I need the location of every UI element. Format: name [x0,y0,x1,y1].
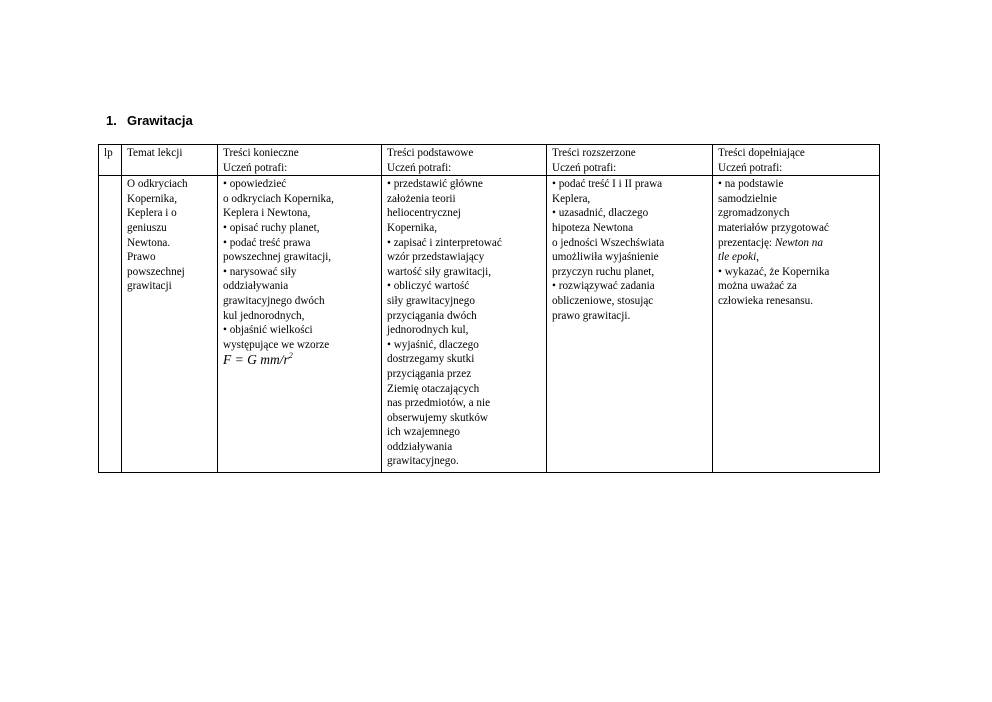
basic-line: wzór przedstawiający [387,251,485,264]
basic-line: przyciągania przez [387,367,472,380]
header-title: Treści podstawowe [387,147,474,159]
extended-line: hipoteza Newtona [552,221,634,234]
basic-line: • przedstawić główne [387,178,483,191]
presentation-prefix: prezentację: [718,236,775,249]
basic-line: wartość siły grawitacji, [387,265,492,278]
supplementary-line: człowieka renesansu. [718,294,814,307]
extended-line: przyczyn ruchu planet, [552,265,655,278]
necessary-line: • opisać ruchy planet, [223,221,320,234]
basic-line: Ziemię otaczających [387,382,480,395]
basic-line: oddziaływania [387,440,453,453]
necessary-line: • objaśnić wielkości [223,324,313,337]
header-extended [547,145,713,176]
topic-line: powszechnej [127,265,185,278]
curriculum-table [98,144,880,473]
basic-line: • zapisać i zinterpretować [387,236,502,249]
header-title: lp [104,147,113,159]
extended-line: Keplera, [552,192,591,205]
section-heading [106,113,193,129]
basic-line: dostrzegamy skutki [387,353,475,366]
topic-line: O odkryciach [127,178,188,191]
necessary-line: kul jednorodnych, [223,309,305,322]
topic-line: Prawo [127,251,156,264]
supplementary-line: • wykazać, że Kopernika [718,265,830,278]
presentation-line [718,236,874,251]
header-supplementary [713,145,880,176]
presentation-suffix: , [756,251,760,264]
supplementary-line: można uważać za [718,280,797,293]
header-lp [99,145,122,176]
supplementary-line: • na podstawie [718,178,784,191]
header-basic [382,145,547,176]
extended-line: • podać treść I i II prawa [552,178,663,191]
basic-line: • wyjaśnić, dlaczego [387,338,479,351]
topic-line: grawitacji [127,280,172,293]
supplementary-line: samodzielnie [718,192,778,205]
extended-line: prawo grawitacji. [552,309,631,322]
basic-line: heliocentrycznej [387,207,461,220]
header-subtitle: Uczeń potrafi: [223,161,288,174]
cell-basic [382,176,547,473]
basic-line: jednorodnych kul, [387,324,469,337]
cell-necessary [218,176,382,473]
header-necessary [218,145,382,176]
extended-line: umożliwiła wyjaśnienie [552,251,659,264]
basic-line: przyciągania dwóch [387,309,477,322]
cell-supplementary [713,176,880,473]
basic-line: obserwujemy skutków [387,411,488,424]
header-title: Temat lekcji [127,147,183,159]
cell-topic [122,176,218,473]
topic-line: geniuszu [127,221,167,234]
extended-line: • uzasadnić, dlaczego [552,207,649,220]
cell-lp [99,176,122,473]
section-number: 1. [106,113,117,128]
necessary-line: powszechnej grawitacji, [223,251,332,264]
topic-line: Kopernika, [127,192,178,205]
supplementary-line: materiałów przygotować [718,221,829,234]
topic-line: Newtona. [127,236,171,249]
header-subtitle: Uczeń potrafi: [552,161,617,174]
necessary-line: • opowiedzieć [223,178,287,191]
table-row [99,176,880,473]
header-topic [122,145,218,176]
necessary-line: oddziaływania [223,280,289,293]
header-title: Treści konieczne [223,147,299,159]
necessary-line: występujące we wzorze [223,338,330,351]
gravity-formula [223,352,376,367]
supplementary-line: zgromadzonych [718,207,790,220]
formula-text: F = G mm/r [223,352,289,368]
basic-line: siły grawitacyjnego [387,294,475,307]
header-subtitle: Uczeń potrafi: [718,161,783,174]
table-header-row [99,145,880,176]
header-title: Treści dopełniające [718,147,805,159]
basic-line: grawitacyjnego. [387,455,459,468]
presentation-title-part-2: tle epoki [718,251,757,264]
necessary-line: o odkryciach Kopernika, [223,192,334,205]
basic-line: • obliczyć wartość [387,280,470,293]
basic-line: założenia teorii [387,192,456,205]
basic-line: Kopernika, [387,221,438,234]
necessary-line: Keplera i Newtona, [223,207,311,220]
header-title: Treści rozszerzone [552,147,636,159]
section-title: Grawitacja [127,113,193,128]
basic-line: nas przedmiotów, a nie [387,397,491,410]
topic-line: Keplera i o [127,207,177,220]
header-subtitle: Uczeń potrafi: [387,161,452,174]
extended-line: obliczeniowe, stosując [552,294,654,307]
necessary-line: grawitacyjnego dwóch [223,294,325,307]
formula-exponent: 2 [288,351,293,361]
basic-line: ich wzajemnego [387,426,460,439]
necessary-line: • narysować siły [223,265,297,278]
cell-extended [547,176,713,473]
extended-line: o jedności Wszechświata [552,236,665,249]
presentation-line [718,250,874,265]
extended-line: • rozwiązywać zadania [552,280,655,293]
necessary-line: • podać treść prawa [223,236,311,249]
presentation-title-part-1: Newton na [774,236,823,249]
